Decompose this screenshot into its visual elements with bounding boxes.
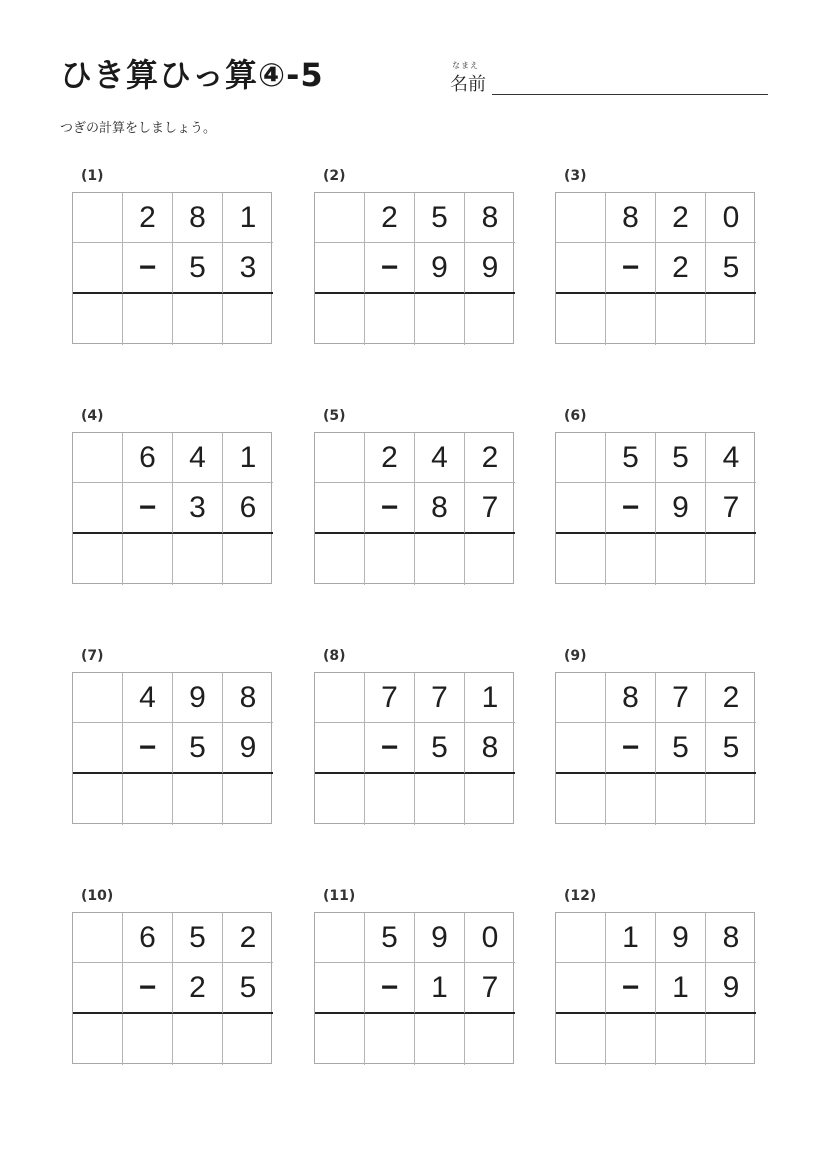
answer-cell[interactable] bbox=[123, 1014, 173, 1065]
empty-cell bbox=[315, 483, 365, 534]
answer-cell[interactable] bbox=[556, 534, 606, 585]
answer-cell[interactable] bbox=[173, 1014, 223, 1065]
minus-sign: − bbox=[123, 723, 173, 774]
minuend-digit: 8 bbox=[173, 193, 223, 243]
minuend-digit: 9 bbox=[415, 913, 465, 963]
subtrahend-digit: 2 bbox=[656, 243, 706, 294]
minuend-digit: 8 bbox=[706, 913, 756, 963]
answer-cell[interactable] bbox=[315, 1014, 365, 1065]
subtrahend-digit: 3 bbox=[173, 483, 223, 534]
answer-cell[interactable] bbox=[656, 534, 706, 585]
answer-cell[interactable] bbox=[365, 534, 415, 585]
problem bbox=[314, 888, 514, 1068]
subtrahend-digit: 8 bbox=[415, 483, 465, 534]
minus-sign: − bbox=[123, 243, 173, 294]
minus-sign: − bbox=[365, 483, 415, 534]
problem-number: (5) bbox=[323, 408, 346, 424]
subtrahend-digit: 1 bbox=[415, 963, 465, 1014]
answer-cell[interactable] bbox=[465, 534, 515, 585]
minuend-digit: 8 bbox=[465, 193, 515, 243]
subtrahend-digit: 7 bbox=[706, 483, 756, 534]
minuend-digit: 5 bbox=[656, 433, 706, 483]
empty-cell bbox=[73, 243, 123, 294]
minuend-digit: 5 bbox=[173, 913, 223, 963]
answer-cell[interactable] bbox=[123, 774, 173, 825]
empty-cell bbox=[315, 913, 365, 963]
answer-cell[interactable] bbox=[315, 294, 365, 345]
minuend-digit: 1 bbox=[223, 193, 273, 243]
minuend-digit: 8 bbox=[223, 673, 273, 723]
answer-cell[interactable] bbox=[706, 534, 756, 585]
minuend-digit: 2 bbox=[223, 913, 273, 963]
empty-cell bbox=[556, 673, 606, 723]
subtrahend-digit: 9 bbox=[465, 243, 515, 294]
subtrahend-digit: 5 bbox=[173, 243, 223, 294]
minuend-digit: 5 bbox=[606, 433, 656, 483]
empty-cell bbox=[556, 433, 606, 483]
minuend-digit: 2 bbox=[365, 193, 415, 243]
minus-sign: − bbox=[606, 483, 656, 534]
answer-cell[interactable] bbox=[73, 294, 123, 345]
empty-cell bbox=[556, 963, 606, 1014]
minus-sign: − bbox=[123, 963, 173, 1014]
subtrahend-digit: 7 bbox=[465, 483, 515, 534]
minuend-digit: 4 bbox=[415, 433, 465, 483]
minus-sign: − bbox=[123, 483, 173, 534]
problem-number: (6) bbox=[564, 408, 587, 424]
answer-cell[interactable] bbox=[556, 774, 606, 825]
subtrahend-digit: 5 bbox=[706, 243, 756, 294]
empty-cell bbox=[73, 673, 123, 723]
answer-cell[interactable] bbox=[656, 294, 706, 345]
minuend-digit: 2 bbox=[365, 433, 415, 483]
subtrahend-digit: 9 bbox=[706, 963, 756, 1014]
answer-cell[interactable] bbox=[656, 774, 706, 825]
minuend-digit: 2 bbox=[706, 673, 756, 723]
problem bbox=[314, 408, 514, 588]
empty-cell bbox=[315, 193, 365, 243]
subtrahend-digit: 7 bbox=[465, 963, 515, 1014]
answer-cell[interactable] bbox=[556, 1014, 606, 1065]
empty-cell bbox=[73, 433, 123, 483]
minuend-digit: 1 bbox=[465, 673, 515, 723]
problem-number: (2) bbox=[323, 168, 346, 184]
answer-cell[interactable] bbox=[223, 294, 273, 345]
minuend-digit: 1 bbox=[223, 433, 273, 483]
problem-number: (1) bbox=[81, 168, 104, 184]
subtrahend-digit: 5 bbox=[415, 723, 465, 774]
empty-cell bbox=[73, 963, 123, 1014]
answer-cell[interactable] bbox=[415, 534, 465, 585]
minuend-digit: 9 bbox=[173, 673, 223, 723]
answer-cell[interactable] bbox=[223, 1014, 273, 1065]
answer-cell[interactable] bbox=[706, 1014, 756, 1065]
subtrahend-digit: 5 bbox=[706, 723, 756, 774]
calculation-grid bbox=[555, 672, 755, 824]
answer-cell[interactable] bbox=[173, 774, 223, 825]
problem-number: (12) bbox=[564, 888, 597, 904]
problem bbox=[555, 408, 755, 588]
answer-cell[interactable] bbox=[315, 774, 365, 825]
empty-cell bbox=[556, 483, 606, 534]
minuend-digit: 8 bbox=[606, 673, 656, 723]
name-write-line[interactable] bbox=[492, 94, 768, 95]
empty-cell bbox=[315, 723, 365, 774]
minus-sign: − bbox=[606, 243, 656, 294]
problem bbox=[555, 648, 755, 828]
name-ruby: なまえ bbox=[452, 61, 479, 70]
minuend-digit: 2 bbox=[123, 193, 173, 243]
empty-cell bbox=[73, 483, 123, 534]
problem-number: (10) bbox=[81, 888, 114, 904]
calculation-grid bbox=[314, 912, 514, 1064]
minuend-digit: 9 bbox=[656, 913, 706, 963]
empty-cell bbox=[556, 913, 606, 963]
problem bbox=[72, 168, 272, 348]
answer-cell[interactable] bbox=[606, 534, 656, 585]
instruction-text: つぎの計算をしましょう。 bbox=[60, 121, 217, 136]
minuend-digit: 4 bbox=[123, 673, 173, 723]
problem-number: (7) bbox=[81, 648, 104, 664]
problem-number: (9) bbox=[564, 648, 587, 664]
minuend-digit: 1 bbox=[606, 913, 656, 963]
minuend-digit: 2 bbox=[465, 433, 515, 483]
calculation-grid bbox=[555, 912, 755, 1064]
subtrahend-digit: 5 bbox=[223, 963, 273, 1014]
answer-cell[interactable] bbox=[606, 294, 656, 345]
subtrahend-digit: 8 bbox=[465, 723, 515, 774]
calculation-grid bbox=[72, 912, 272, 1064]
answer-cell[interactable] bbox=[556, 294, 606, 345]
minus-sign: − bbox=[606, 963, 656, 1014]
minuend-digit: 0 bbox=[706, 193, 756, 243]
problem bbox=[72, 888, 272, 1068]
answer-cell[interactable] bbox=[606, 774, 656, 825]
answer-cell[interactable] bbox=[315, 534, 365, 585]
subtrahend-digit: 6 bbox=[223, 483, 273, 534]
problem bbox=[72, 648, 272, 828]
problem-number: (11) bbox=[323, 888, 356, 904]
minuend-digit: 2 bbox=[656, 193, 706, 243]
subtrahend-digit: 5 bbox=[656, 723, 706, 774]
calculation-grid bbox=[72, 192, 272, 344]
empty-cell bbox=[315, 433, 365, 483]
minuend-digit: 5 bbox=[365, 913, 415, 963]
calculation-grid bbox=[314, 192, 514, 344]
minuend-digit: 7 bbox=[365, 673, 415, 723]
problem bbox=[314, 168, 514, 348]
answer-cell[interactable] bbox=[415, 294, 465, 345]
answer-cell[interactable] bbox=[656, 1014, 706, 1065]
subtrahend-digit: 9 bbox=[656, 483, 706, 534]
empty-cell bbox=[73, 193, 123, 243]
empty-cell bbox=[73, 723, 123, 774]
answer-cell[interactable] bbox=[123, 534, 173, 585]
answer-cell[interactable] bbox=[73, 774, 123, 825]
answer-cell[interactable] bbox=[223, 774, 273, 825]
problem-number: (8) bbox=[323, 648, 346, 664]
empty-cell bbox=[73, 913, 123, 963]
subtrahend-digit: 2 bbox=[173, 963, 223, 1014]
empty-cell bbox=[315, 243, 365, 294]
answer-cell[interactable] bbox=[606, 1014, 656, 1065]
answer-cell[interactable] bbox=[223, 534, 273, 585]
answer-cell[interactable] bbox=[173, 534, 223, 585]
answer-cell[interactable] bbox=[706, 294, 756, 345]
subtrahend-digit: 3 bbox=[223, 243, 273, 294]
empty-cell bbox=[315, 673, 365, 723]
minuend-digit: 6 bbox=[123, 913, 173, 963]
empty-cell bbox=[556, 193, 606, 243]
minus-sign: − bbox=[606, 723, 656, 774]
minuend-digit: 8 bbox=[606, 193, 656, 243]
answer-cell[interactable] bbox=[365, 294, 415, 345]
problem bbox=[555, 888, 755, 1068]
empty-cell bbox=[556, 723, 606, 774]
problem bbox=[314, 648, 514, 828]
answer-cell[interactable] bbox=[123, 294, 173, 345]
answer-cell[interactable] bbox=[365, 774, 415, 825]
problem bbox=[72, 408, 272, 588]
answer-cell[interactable] bbox=[365, 1014, 415, 1065]
answer-cell[interactable] bbox=[415, 1014, 465, 1065]
empty-cell bbox=[556, 243, 606, 294]
answer-cell[interactable] bbox=[73, 534, 123, 585]
subtrahend-digit: 9 bbox=[415, 243, 465, 294]
minuend-digit: 4 bbox=[173, 433, 223, 483]
minuend-digit: 0 bbox=[465, 913, 515, 963]
minuend-digit: 6 bbox=[123, 433, 173, 483]
minus-sign: − bbox=[365, 963, 415, 1014]
minus-sign: − bbox=[365, 243, 415, 294]
name-label: 名前 bbox=[450, 74, 486, 95]
answer-cell[interactable] bbox=[73, 1014, 123, 1065]
problem-number: (4) bbox=[81, 408, 104, 424]
calculation-grid bbox=[555, 432, 755, 584]
minus-sign: − bbox=[365, 723, 415, 774]
subtrahend-digit: 5 bbox=[173, 723, 223, 774]
calculation-grid bbox=[72, 672, 272, 824]
name-field bbox=[450, 60, 770, 96]
minuend-digit: 7 bbox=[415, 673, 465, 723]
calculation-grid bbox=[555, 192, 755, 344]
problem bbox=[555, 168, 755, 348]
minuend-digit: 7 bbox=[656, 673, 706, 723]
answer-cell[interactable] bbox=[706, 774, 756, 825]
answer-cell[interactable] bbox=[173, 294, 223, 345]
page-title: ひき算ひっ算④-5 bbox=[60, 56, 324, 94]
calculation-grid bbox=[72, 432, 272, 584]
minuend-digit: 4 bbox=[706, 433, 756, 483]
answer-cell[interactable] bbox=[465, 294, 515, 345]
answer-cell[interactable] bbox=[465, 774, 515, 825]
minuend-digit: 5 bbox=[415, 193, 465, 243]
answer-cell[interactable] bbox=[465, 1014, 515, 1065]
subtrahend-digit: 9 bbox=[223, 723, 273, 774]
calculation-grid bbox=[314, 432, 514, 584]
subtrahend-digit: 1 bbox=[656, 963, 706, 1014]
problem-number: (3) bbox=[564, 168, 587, 184]
empty-cell bbox=[315, 963, 365, 1014]
answer-cell[interactable] bbox=[415, 774, 465, 825]
calculation-grid bbox=[314, 672, 514, 824]
